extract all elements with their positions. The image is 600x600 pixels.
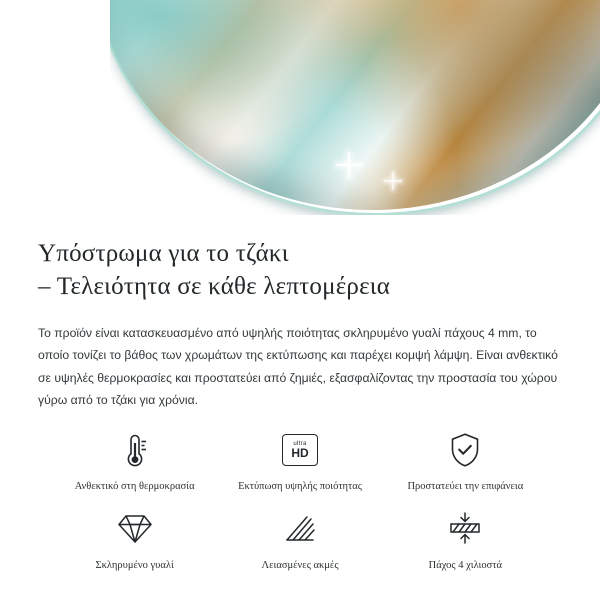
polished-edges-icon (282, 507, 318, 551)
feature-label: Ανθεκτικό στη θερμοκρασία (74, 480, 195, 492)
feature-item-polished-edges (217, 507, 382, 573)
hero-image (0, 0, 600, 215)
thermometer-icon (120, 428, 150, 472)
feature-item-thickness (383, 507, 548, 573)
badge-main-text: HD (291, 445, 309, 460)
feature-label: Προστατεύει την επιφάνεια (407, 480, 524, 492)
page-title (38, 237, 562, 304)
page-title-line-1: Υπόστρωμα για το τζάκι (38, 240, 289, 267)
feature-item-print-quality (217, 428, 382, 494)
feature-label: Πάχος 4 χιλιοστά (428, 560, 502, 572)
hero-left-margin (0, 0, 110, 215)
feature-label: Λειασμένες ακμές (261, 560, 339, 572)
diamond-icon (116, 507, 154, 551)
feature-row-bottom (52, 507, 548, 573)
feature-list (38, 428, 562, 573)
feature-label: Εκτύπωση υψηλής ποιότητας (238, 480, 362, 492)
badge-top-text: ultra (293, 440, 307, 447)
feature-label: Σκληρυμένο γυαλί (95, 560, 174, 572)
ultra-hd-badge-icon (282, 428, 318, 472)
feature-item-tempered-glass (52, 507, 217, 573)
glass-plate-graphic (92, 0, 600, 210)
shield-check-icon (448, 428, 482, 472)
product-description-text: Το προϊόν είναι κατασκευασμένο από υψηλής ποιότητας σκληρυμένο γυαλί πάχους 4 mm, το οποίο τονίζει το βάθος των χρωμάτων της εκτύπωσης και παρέχει κομψή λάμψη. Είναι ανθεκτικό σε υψηλές θερμοκρασίες και προστατεύει από ζημιές, εξασφαλίζοντας την προστασία του χώρου γύρω από το τζάκι για χρόνια. (38, 325, 558, 408)
feature-item-surface-protection (383, 428, 548, 494)
feature-item-temperature (52, 428, 217, 494)
feature-row-top (52, 428, 548, 494)
content-area (0, 215, 600, 573)
page-title-line-2: – Τελειότητα σε κάθε λεπτομέρεια (38, 273, 391, 301)
thickness-arrows-icon (445, 507, 485, 551)
